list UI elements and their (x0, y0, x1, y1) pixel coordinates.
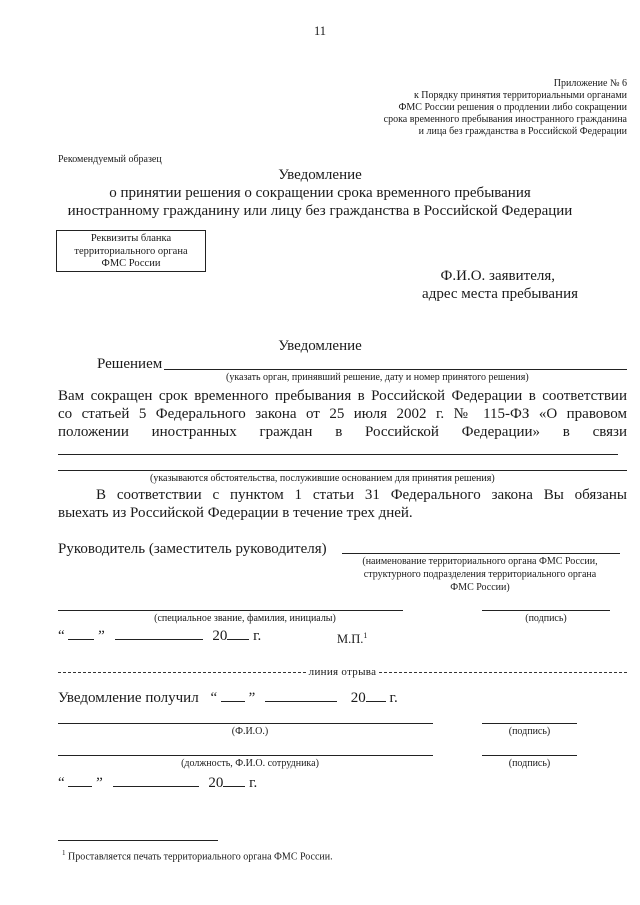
signature-field-line-3 (482, 755, 577, 756)
title-line: Уведомление (278, 167, 362, 183)
received-day-blank (221, 701, 245, 702)
tear-line-dashes-left (58, 672, 306, 673)
head-field-line (342, 553, 620, 554)
obligation-line: выехать из Российской Федерации в течение трех дней. (58, 505, 413, 521)
footnote-mark: 1 (62, 849, 66, 857)
appendix-line: ФМС России решения о продлении либо сокращении (398, 102, 627, 113)
received-open-quote: “ (210, 690, 218, 706)
date-month-blank (115, 639, 203, 640)
signature-hint-3: (подпись) (508, 758, 551, 769)
circumstances-hint: (указываются обстоятельства, послужившие основанием для принятия решения) (150, 473, 495, 484)
year-prefix: 20 (212, 628, 228, 644)
received-row (58, 689, 398, 707)
date-open-quote: “ (58, 628, 65, 644)
signature-hint-1: (подпись) (525, 613, 567, 624)
obligation-line: В соответствии с пунктом 1 статьи 31 Федерального закона Вы обязаны (96, 487, 627, 503)
received-month-blank (265, 701, 337, 702)
appendix-line: Приложение № 6 (553, 78, 627, 89)
received-year-prefix: 20 (350, 690, 366, 706)
date2-year-suffix: г. (249, 775, 258, 791)
date2-close-quote: ” (96, 775, 103, 791)
tear-line (58, 666, 627, 678)
title-line: иностранному гражданину или лицу без гражданства в Российской Федерации (67, 203, 573, 219)
notice-heading: Уведомление (278, 338, 362, 354)
year-suffix: г. (253, 628, 262, 644)
page-number: 11 (313, 24, 327, 38)
date2-year-blank (223, 786, 245, 787)
tear-line-label: линия отрыва (308, 666, 377, 678)
date-close-quote: ” (98, 628, 105, 644)
date-year-blank (227, 639, 249, 640)
body-line: положении иностранных граждан в Российской Федерации» в связи (58, 424, 627, 440)
head-hint (330, 555, 630, 594)
date2-day-blank (68, 786, 92, 787)
document-title (40, 166, 600, 220)
signature-field-line-2 (482, 723, 577, 724)
signature-hint-2: (подпись) (508, 726, 551, 737)
requisites-box (56, 230, 206, 272)
signature-field-line-1 (482, 610, 610, 611)
addressee-name: Ф.И.О. заявителя, (440, 268, 555, 284)
appendix-line: и лица без гражданства в Российской Федерации (418, 126, 627, 137)
head-hint-line: ФМС России) (450, 582, 510, 593)
appendix-line: к Порядку принятия территориальными органами (413, 90, 627, 101)
received-close-quote: ” (248, 690, 256, 706)
addressee-address: адрес места пребывания (422, 286, 578, 302)
requisites-box-text: Реквизиты бланка территориального органа ФМС России (74, 233, 188, 269)
stamp-mark (337, 631, 367, 647)
fio-field-line (58, 723, 433, 724)
fio-hint: (Ф.И.О.) (231, 726, 269, 737)
body-paragraph (58, 387, 627, 441)
appendix-block (330, 78, 627, 138)
recommended-sample-label: Рекомендуемый образец (58, 154, 162, 165)
title-line: о принятии решения о сокращении срока временного пребывания (109, 185, 531, 201)
rank-hint: (специальное звание, фамилия, инициалы) (154, 613, 336, 624)
appendix-line: срока временного пребывания иностранного гражданина (383, 114, 627, 125)
date2-year-prefix: 20 (208, 775, 224, 791)
officer-field-line (58, 755, 433, 756)
body-line: Вам сокращен срок временного пребывания в Российской Федерации в соответствии (58, 388, 627, 404)
head-hint-line: (наименование территориального органа ФМС России, (362, 556, 598, 567)
head-hint-line: структурного подразделения территориального органа (363, 569, 597, 580)
rank-field-line (58, 610, 403, 611)
date-day-blank (68, 639, 94, 640)
stamp-label: М.П. (337, 632, 364, 647)
stamp-footnote-mark: 1 (363, 631, 368, 640)
footnote-text: Проставляется печать территориального органа ФМС России. (68, 851, 333, 863)
circumstances-line-1 (58, 454, 618, 455)
officer-hint: (должность, Ф.И.О. сотрудника) (181, 758, 319, 769)
received-year-blank (366, 701, 386, 702)
decision-hint: (указать орган, принявший решение, дату и номер принятого решения) (226, 372, 529, 383)
decision-field-line (164, 369, 627, 370)
received-label: Уведомление получил (58, 690, 199, 706)
date2-open-quote: “ (58, 775, 65, 791)
date2-month-blank (113, 786, 199, 787)
footnote (62, 847, 333, 863)
date-row-2 (58, 774, 257, 792)
head-label: Руководитель (заместитель руководителя) (58, 541, 327, 557)
decision-label: Решением (97, 356, 163, 372)
date-row-1 (58, 627, 261, 645)
obligation-paragraph (58, 486, 627, 522)
circumstances-line-2 (58, 470, 627, 471)
tear-line-dashes-right (379, 672, 627, 673)
footnote-separator (58, 840, 218, 841)
body-line: со статьей 5 Федерального закона от 25 июля 2002 г. № 115-ФЗ «О правовом (58, 406, 627, 422)
received-year-suffix: г. (389, 690, 398, 706)
